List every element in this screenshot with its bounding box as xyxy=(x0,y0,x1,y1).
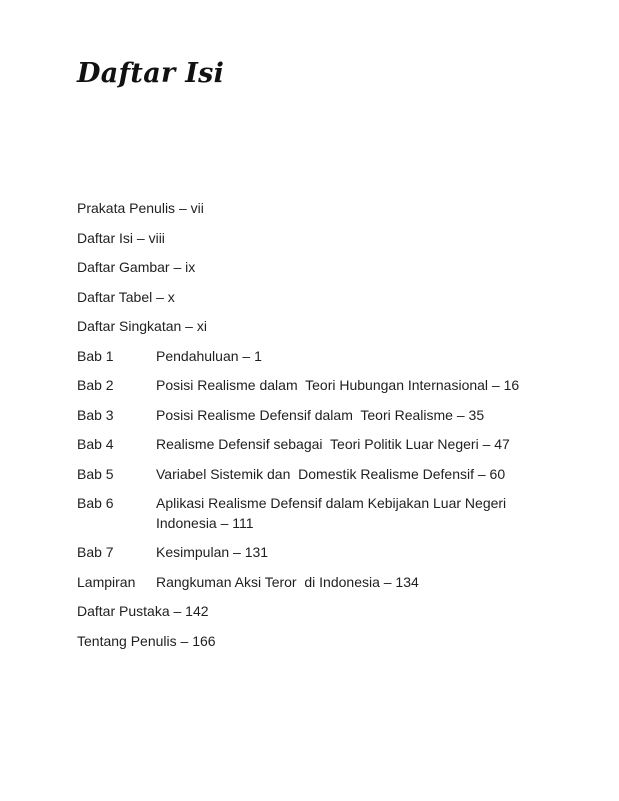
toc-entry-daftar-isi xyxy=(77,229,547,249)
toc-chapter-title: Posisi Realisme Defensif dalam Teori Realisme – 35 xyxy=(156,406,485,423)
toc-chapter-title: Aplikasi Realisme Defensif dalam Kebijakan Luar Negeri Indonesia – 111 xyxy=(156,495,511,531)
toc-entry-text: Daftar Tabel – x xyxy=(77,288,175,305)
toc-entry-bab-1 xyxy=(77,347,547,367)
toc-chapter-label: Bab 2 xyxy=(77,377,114,393)
toc-entry-bab-4 xyxy=(77,435,547,455)
toc-entry-daftar-tabel xyxy=(77,288,547,308)
toc-entry-text: Daftar Gambar – ix xyxy=(77,259,196,275)
toc-entry-daftar-pustaka xyxy=(77,602,547,622)
toc-entry-prakata xyxy=(77,199,547,219)
toc-chapter-label: Lampiran xyxy=(77,573,136,590)
toc-chapter-label: Bab 5 xyxy=(77,465,114,482)
toc-entry-text: Daftar Isi – viii xyxy=(77,229,165,246)
page-title: Daftar Isi xyxy=(77,58,225,89)
toc-entry-bab-2 xyxy=(77,376,547,396)
toc-entry-lampiran xyxy=(77,573,547,593)
toc-chapter-title: Pendahuluan – 1 xyxy=(156,347,262,364)
toc-chapter-label: Bab 4 xyxy=(77,436,114,452)
toc-chapter-label: Bab 7 xyxy=(77,544,114,560)
toc-entry-text: Prakata Penulis – vii xyxy=(77,200,204,216)
toc-entry-tentang-penulis xyxy=(77,632,547,652)
toc-entry-text: Tentang Penulis – 166 xyxy=(77,632,216,649)
toc-chapter-title: Posisi Realisme dalam Teori Hubungan Internasional – 16 xyxy=(156,377,520,393)
toc-chapter-label: Bab 6 xyxy=(77,495,114,511)
toc-chapter-label: Bab 3 xyxy=(77,406,114,423)
toc-entry-bab-7 xyxy=(77,543,547,563)
toc-chapter-title: Kesimpulan – 131 xyxy=(156,544,269,560)
toc-chapter-label: Bab 1 xyxy=(77,347,114,364)
toc-entry-daftar-gambar xyxy=(77,258,547,278)
toc-entry-text: Daftar Pustaka – 142 xyxy=(77,603,209,619)
toc-chapter-title: Rangkuman Aksi Teror di Indonesia – 134 xyxy=(156,573,419,590)
toc-entry-daftar-singkatan xyxy=(77,317,547,337)
toc-chapter-title: Realisme Defensif sebagai Teori Politik Luar Negeri – 47 xyxy=(156,436,510,452)
toc-entry-text: Daftar Singkatan – xi xyxy=(77,318,207,334)
toc-chapter-title: Variabel Sistemik dan Domestik Realisme Defensif – 60 xyxy=(156,465,506,482)
toc-entry-bab-5 xyxy=(77,465,547,485)
toc-entry-bab-6 xyxy=(77,494,547,533)
table-of-contents xyxy=(77,199,547,661)
toc-entry-bab-3 xyxy=(77,406,547,426)
